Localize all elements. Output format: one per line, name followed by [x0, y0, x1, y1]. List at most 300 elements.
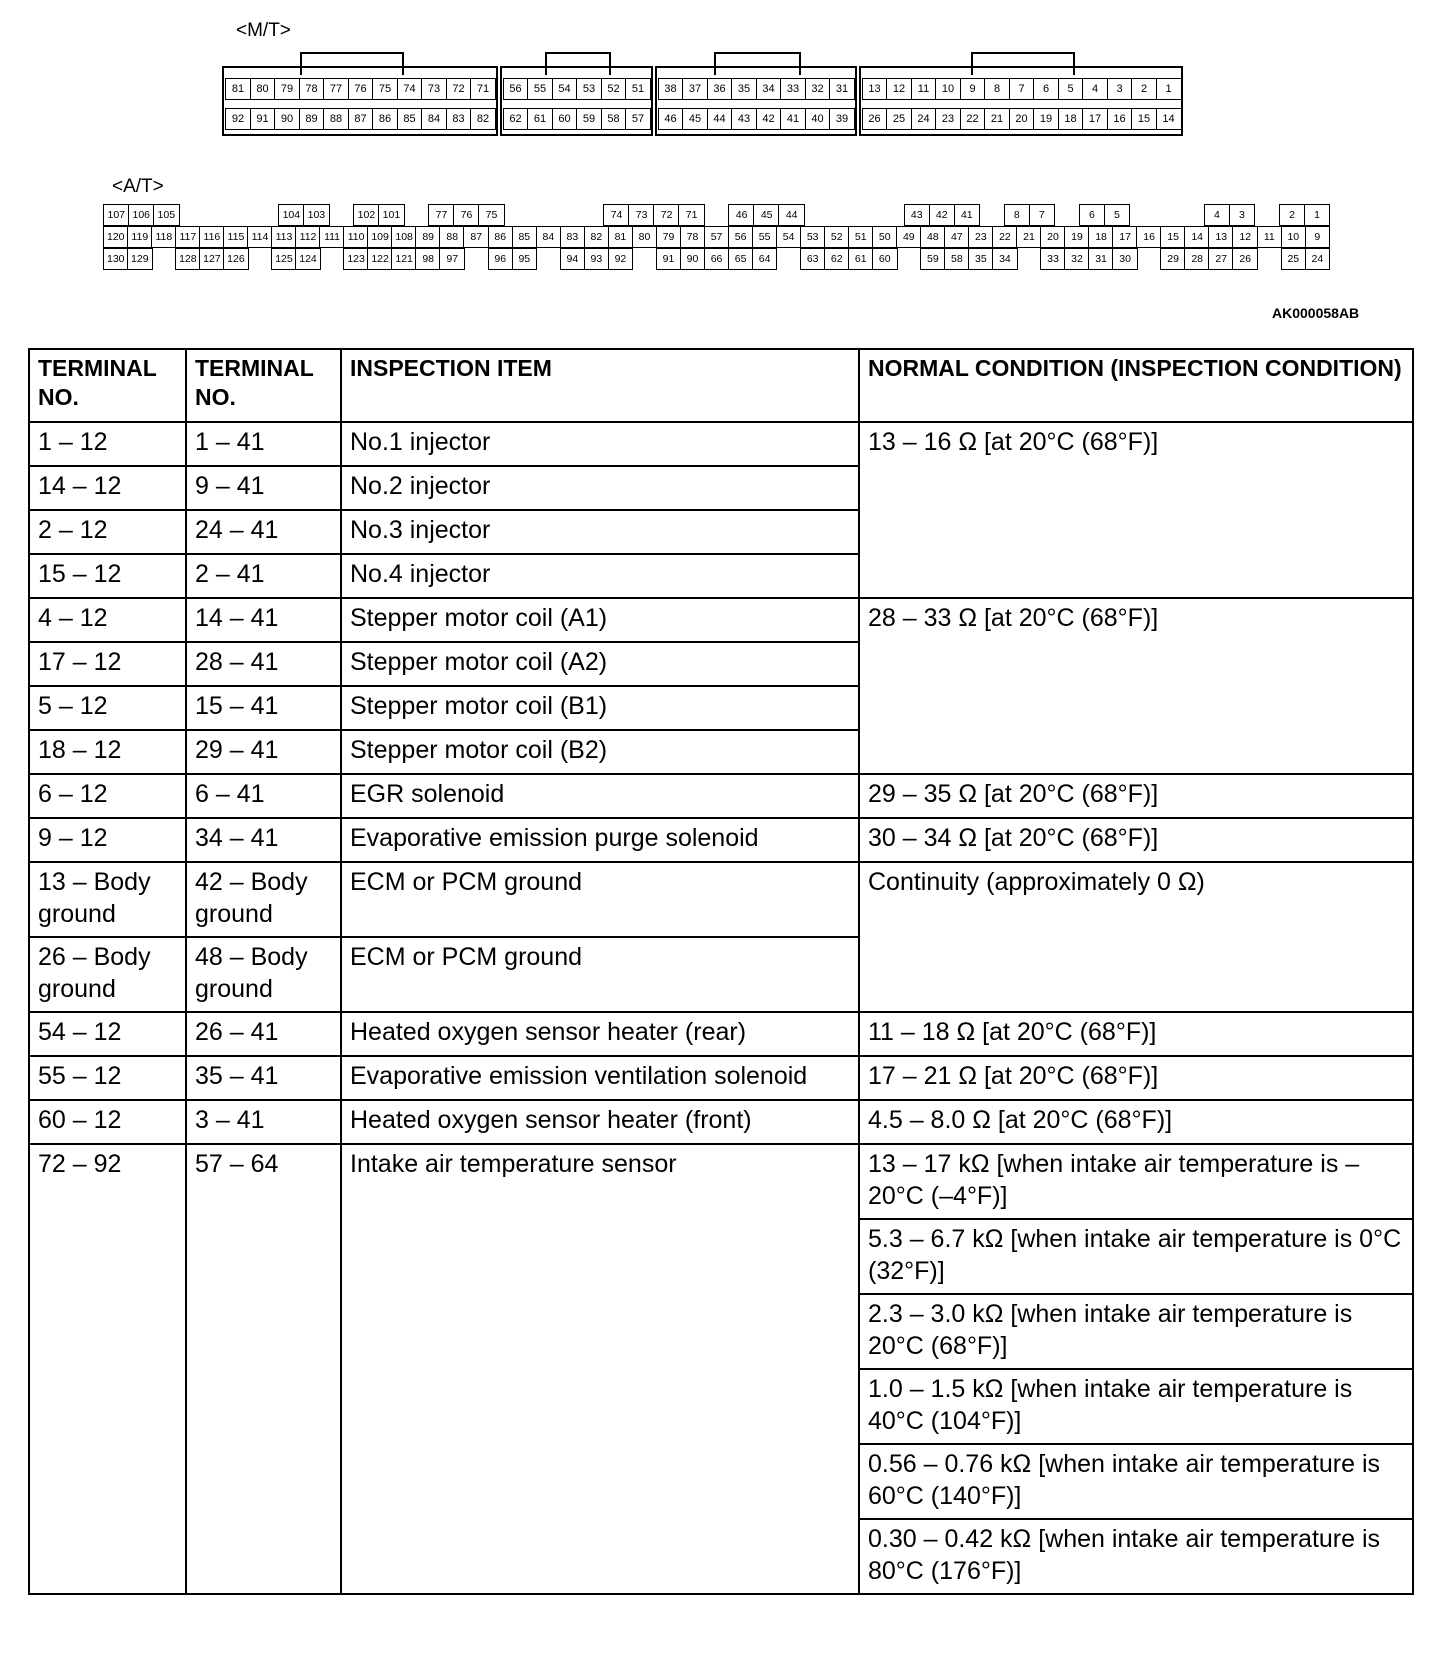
table-row — [29, 598, 1413, 642]
terminal-pin: 107 — [103, 204, 130, 226]
terminal-pin: 77 — [428, 204, 455, 226]
terminal-pin: 90 — [680, 248, 706, 270]
terminal-pin: 20 — [1009, 108, 1035, 130]
empty-slot — [1136, 248, 1162, 270]
terminal-pin: 47 — [944, 226, 970, 248]
terminal-pin: 17 — [1082, 108, 1108, 130]
normal-condition: 11 – 18 Ω [at 20°C (68°F)] — [859, 1012, 1413, 1056]
empty-slot — [1016, 248, 1042, 270]
empty-slot — [853, 204, 880, 226]
terminal-pin: 42 — [756, 108, 782, 130]
empty-slot — [803, 204, 830, 226]
empty-slot — [328, 204, 355, 226]
terminal-pin: 54 — [552, 78, 578, 100]
terminal-pin: 14 — [1184, 226, 1210, 248]
normal-condition: 13 – 16 Ω [at 20°C (68°F)] — [859, 422, 1413, 598]
terminal-pin: 121 — [391, 248, 417, 270]
terminal-mt: 4 – 12 — [29, 598, 186, 642]
mt-connector-block — [225, 52, 495, 138]
terminal-pin: 109 — [367, 226, 393, 248]
terminal-pin: 44 — [707, 108, 733, 130]
terminal-pin: 124 — [295, 248, 321, 270]
inspection-item: Stepper motor coil (A2) — [341, 642, 859, 686]
terminal-pin: 52 — [601, 78, 627, 100]
terminal-at: 3 – 41 — [186, 1100, 341, 1144]
terminal-pin: 104 — [278, 204, 305, 226]
header-terminal-no-1: TERMINAL NO. — [29, 349, 186, 422]
terminal-pin: 57 — [704, 226, 730, 248]
terminal-pin: 55 — [752, 226, 778, 248]
terminal-pin: 83 — [446, 108, 472, 130]
terminal-pin: 118 — [151, 226, 177, 248]
terminal-at: 29 – 41 — [186, 730, 341, 774]
terminal-at: 1 – 41 — [186, 422, 341, 466]
empty-slot — [632, 248, 658, 270]
mt-connector-diagram — [225, 52, 1215, 138]
terminal-pin: 111 — [319, 226, 345, 248]
terminal-pin: 97 — [439, 248, 465, 270]
terminal-pin: 74 — [603, 204, 630, 226]
empty-slot — [1154, 204, 1181, 226]
empty-slot — [878, 204, 905, 226]
terminal-pin: 34 — [756, 78, 782, 100]
empty-slot — [253, 204, 280, 226]
terminal-pin: 96 — [488, 248, 514, 270]
terminal-pin: 32 — [805, 78, 831, 100]
terminal-pin: 39 — [829, 108, 855, 130]
terminal-pin: 93 — [584, 248, 610, 270]
terminal-pin: 54 — [776, 226, 802, 248]
normal-condition: 29 – 35 Ω [at 20°C (68°F)] — [859, 774, 1413, 818]
terminal-pin: 122 — [367, 248, 393, 270]
at-connector-label: <A/T> — [112, 176, 164, 197]
terminal-pin: 10 — [935, 78, 961, 100]
empty-slot — [776, 248, 802, 270]
terminal-at: 42 – Body ground — [186, 862, 341, 937]
terminal-pin: 9 — [1305, 226, 1331, 248]
terminal-pin: 49 — [896, 226, 922, 248]
terminal-pin: 119 — [127, 226, 153, 248]
empty-slot — [553, 204, 580, 226]
terminal-pin: 6 — [1033, 78, 1059, 100]
terminal-pin: 82 — [470, 108, 496, 130]
terminal-pin: 89 — [299, 108, 325, 130]
terminal-mt: 55 – 12 — [29, 1056, 186, 1100]
normal-condition: 4.5 – 8.0 Ω [at 20°C (68°F)] — [859, 1100, 1413, 1144]
mt-connector-block — [503, 52, 650, 138]
terminal-pin: 45 — [682, 108, 708, 130]
terminal-pin: 79 — [274, 78, 300, 100]
terminal-at: 9 – 41 — [186, 466, 341, 510]
terminal-pin: 21 — [984, 108, 1010, 130]
terminal-pin: 64 — [752, 248, 778, 270]
terminal-pin: 79 — [656, 226, 682, 248]
terminal-pin: 43 — [731, 108, 757, 130]
terminal-pin: 110 — [343, 226, 369, 248]
terminal-pin: 72 — [446, 78, 472, 100]
terminal-pin: 86 — [372, 108, 398, 130]
terminal-pin: 57 — [625, 108, 651, 130]
terminal-pin: 83 — [560, 226, 586, 248]
terminal-pin: 4 — [1082, 78, 1108, 100]
terminal-pin: 27 — [1208, 248, 1234, 270]
normal-condition: 17 – 21 Ω [at 20°C (68°F)] — [859, 1056, 1413, 1100]
terminal-pin: 38 — [658, 78, 684, 100]
inspection-item: No.3 injector — [341, 510, 859, 554]
terminal-pin: 75 — [478, 204, 505, 226]
terminal-pin: 89 — [415, 226, 441, 248]
terminal-pin: 13 — [1208, 226, 1234, 248]
terminal-mt: 60 – 12 — [29, 1100, 186, 1144]
empty-slot — [503, 204, 530, 226]
terminal-pin: 85 — [397, 108, 423, 130]
empty-slot — [151, 248, 177, 270]
empty-slot — [528, 204, 555, 226]
terminal-pin: 1 — [1304, 204, 1331, 226]
terminal-pin: 88 — [323, 108, 349, 130]
terminal-pin: 17 — [1112, 226, 1138, 248]
terminal-pin: 105 — [153, 204, 180, 226]
terminal-pin: 26 — [862, 108, 888, 130]
terminal-pin: 87 — [348, 108, 374, 130]
terminal-pin: 25 — [886, 108, 912, 130]
terminal-pin: 78 — [680, 226, 706, 248]
terminal-mt: 14 – 12 — [29, 466, 186, 510]
inspection-item: No.4 injector — [341, 554, 859, 598]
terminal-pin: 7 — [1029, 204, 1056, 226]
terminal-mt: 1 – 12 — [29, 422, 186, 466]
mt-connector-block — [862, 52, 1181, 138]
terminal-pin: 32 — [1064, 248, 1090, 270]
terminal-pin: 86 — [488, 226, 514, 248]
terminal-pin: 82 — [584, 226, 610, 248]
terminal-pin: 23 — [935, 108, 961, 130]
terminal-pin: 2 — [1131, 78, 1157, 100]
inspection-item: Stepper motor coil (B2) — [341, 730, 859, 774]
empty-slot — [463, 248, 489, 270]
terminal-pin: 78 — [299, 78, 325, 100]
normal-condition: 28 – 33 Ω [at 20°C (68°F)] — [859, 598, 1413, 774]
terminal-mt: 18 – 12 — [29, 730, 186, 774]
terminal-pin: 94 — [560, 248, 586, 270]
inspection-item: Intake air temperature sensor — [341, 1144, 859, 1594]
terminal-pin: 62 — [824, 248, 850, 270]
inspection-item: Heated oxygen sensor heater (front) — [341, 1100, 859, 1144]
terminal-pin: 14 — [1156, 108, 1182, 130]
inspection-item: Stepper motor coil (A1) — [341, 598, 859, 642]
terminal-pin: 92 — [225, 108, 251, 130]
terminal-pin: 51 — [625, 78, 651, 100]
inspection-item: EGR solenoid — [341, 774, 859, 818]
terminal-pin: 46 — [728, 204, 755, 226]
terminal-pin: 3 — [1229, 204, 1256, 226]
normal-condition: 30 – 34 Ω [at 20°C (68°F)] — [859, 818, 1413, 862]
terminal-pin: 80 — [632, 226, 658, 248]
normal-condition: 2.3 – 3.0 kΩ [when intake air temperature is 20°C (68°F)] — [859, 1294, 1413, 1369]
inspection-item: Evaporative emission purge solenoid — [341, 818, 859, 862]
terminal-pin: 50 — [872, 226, 898, 248]
terminal-pin: 81 — [225, 78, 251, 100]
terminal-pin: 80 — [250, 78, 276, 100]
terminal-at: 24 – 41 — [186, 510, 341, 554]
terminal-pin: 44 — [778, 204, 805, 226]
terminal-pin: 58 — [601, 108, 627, 130]
terminal-pin: 41 — [780, 108, 806, 130]
terminal-pin: 84 — [536, 226, 562, 248]
terminal-mt: 17 – 12 — [29, 642, 186, 686]
terminal-at: 35 – 41 — [186, 1056, 341, 1100]
empty-slot — [536, 248, 562, 270]
terminal-pin: 40 — [805, 108, 831, 130]
terminal-pin: 73 — [628, 204, 655, 226]
terminal-pin: 9 — [960, 78, 986, 100]
terminal-pin: 106 — [128, 204, 155, 226]
terminal-pin: 116 — [199, 226, 225, 248]
terminal-pin: 31 — [1088, 248, 1114, 270]
empty-slot — [319, 248, 345, 270]
terminal-mt: 2 – 12 — [29, 510, 186, 554]
normal-condition: 0.56 – 0.76 kΩ [when intake air temperature is 60°C (140°F)] — [859, 1444, 1413, 1519]
terminal-pin: 3 — [1107, 78, 1133, 100]
terminal-at: 2 – 41 — [186, 554, 341, 598]
terminal-pin: 91 — [250, 108, 276, 130]
terminal-pin: 53 — [800, 226, 826, 248]
terminal-pin: 59 — [920, 248, 946, 270]
terminal-pin: 51 — [848, 226, 874, 248]
terminal-pin: 65 — [728, 248, 754, 270]
inspection-item: ECM or PCM ground — [341, 862, 859, 937]
normal-condition: 0.30 – 0.42 kΩ [when intake air temperature is 80°C (176°F)] — [859, 1519, 1413, 1594]
terminal-pin: 130 — [103, 248, 129, 270]
empty-slot — [178, 204, 205, 226]
empty-slot — [1054, 204, 1081, 226]
terminal-at: 34 – 41 — [186, 818, 341, 862]
terminal-pin: 13 — [862, 78, 888, 100]
terminal-pin: 48 — [920, 226, 946, 248]
terminal-pin: 16 — [1107, 108, 1133, 130]
terminal-pin: 88 — [439, 226, 465, 248]
terminal-pin: 5 — [1104, 204, 1131, 226]
terminal-pin: 102 — [353, 204, 380, 226]
terminal-pin: 11 — [1257, 226, 1283, 248]
terminal-pin: 98 — [415, 248, 441, 270]
terminal-pin: 15 — [1160, 226, 1186, 248]
terminal-mt: 72 – 92 — [29, 1144, 186, 1594]
terminal-pin: 56 — [503, 78, 529, 100]
terminal-pin: 2 — [1279, 204, 1306, 226]
terminal-pin: 5 — [1058, 78, 1084, 100]
terminal-pin: 43 — [904, 204, 931, 226]
terminal-pin: 35 — [968, 248, 994, 270]
terminal-pin: 33 — [1040, 248, 1066, 270]
at-connector-row — [103, 248, 1329, 270]
terminal-pin: 10 — [1281, 226, 1307, 248]
terminal-pin: 114 — [247, 226, 273, 248]
empty-slot — [1129, 204, 1156, 226]
terminal-pin: 95 — [512, 248, 538, 270]
terminal-pin: 103 — [303, 204, 330, 226]
at-connector-row — [103, 204, 1329, 226]
figure-code: AK000058AB — [1272, 305, 1360, 321]
empty-slot — [1254, 204, 1281, 226]
terminal-pin: 72 — [653, 204, 680, 226]
terminal-pin: 35 — [731, 78, 757, 100]
terminal-at: 14 – 41 — [186, 598, 341, 642]
terminal-pin: 76 — [453, 204, 480, 226]
empty-slot — [578, 204, 605, 226]
terminal-pin: 56 — [728, 226, 754, 248]
terminal-pin: 113 — [271, 226, 297, 248]
terminal-pin: 24 — [1305, 248, 1331, 270]
empty-slot — [979, 204, 1006, 226]
empty-slot — [403, 204, 430, 226]
terminal-pin: 45 — [753, 204, 780, 226]
mt-connector-label: <M/T> — [236, 20, 291, 41]
terminal-pin: 31 — [829, 78, 855, 100]
terminal-at: 6 – 41 — [186, 774, 341, 818]
empty-slot — [1179, 204, 1206, 226]
header-inspection-item: INSPECTION ITEM — [341, 349, 859, 422]
terminal-pin: 24 — [911, 108, 937, 130]
terminal-pin: 120 — [103, 226, 129, 248]
terminal-pin: 62 — [503, 108, 529, 130]
terminal-at: 15 – 41 — [186, 686, 341, 730]
terminal-pin: 25 — [1281, 248, 1307, 270]
terminal-pin: 34 — [992, 248, 1018, 270]
terminal-mt: 15 – 12 — [29, 554, 186, 598]
terminal-pin: 112 — [295, 226, 321, 248]
terminal-pin: 71 — [678, 204, 705, 226]
terminal-pin: 55 — [527, 78, 553, 100]
terminal-pin: 52 — [824, 226, 850, 248]
terminal-pin: 90 — [274, 108, 300, 130]
terminal-pin: 61 — [527, 108, 553, 130]
terminal-pin: 26 — [1232, 248, 1258, 270]
terminal-pin: 6 — [1079, 204, 1106, 226]
terminal-pin: 42 — [929, 204, 956, 226]
terminal-pin: 46 — [658, 108, 684, 130]
normal-condition: 13 – 17 kΩ [when intake air temperature is –20°C (–4°F)] — [859, 1144, 1413, 1219]
table-row — [29, 818, 1413, 862]
terminal-pin: 36 — [707, 78, 733, 100]
terminal-at: 48 – Body ground — [186, 937, 341, 1012]
terminal-pin: 8 — [1004, 204, 1031, 226]
terminal-pin: 18 — [1088, 226, 1114, 248]
terminal-pin: 129 — [127, 248, 153, 270]
terminal-pin: 117 — [175, 226, 201, 248]
terminal-pin: 123 — [343, 248, 369, 270]
terminal-pin: 81 — [608, 226, 634, 248]
empty-slot — [828, 204, 855, 226]
terminal-pin: 101 — [378, 204, 405, 226]
terminal-pin: 28 — [1184, 248, 1210, 270]
normal-condition: 5.3 – 6.7 kΩ [when intake air temperature is 0°C (32°F)] — [859, 1219, 1413, 1294]
normal-condition: Continuity (approximately 0 Ω) — [859, 862, 1413, 1012]
terminal-pin: 92 — [608, 248, 634, 270]
terminal-pin: 33 — [780, 78, 806, 100]
inspection-item: Evaporative emission ventilation solenoid — [341, 1056, 859, 1100]
empty-slot — [1257, 248, 1283, 270]
terminal-mt: 13 – Body ground — [29, 862, 186, 937]
terminal-pin: 19 — [1033, 108, 1059, 130]
terminal-pin: 53 — [576, 78, 602, 100]
terminal-pin: 58 — [944, 248, 970, 270]
terminal-pin: 30 — [1112, 248, 1138, 270]
terminal-pin: 108 — [391, 226, 417, 248]
terminal-pin: 41 — [954, 204, 981, 226]
inspection-item: ECM or PCM ground — [341, 937, 859, 1012]
empty-slot — [247, 248, 273, 270]
terminal-at: 28 – 41 — [186, 642, 341, 686]
terminal-pin: 76 — [348, 78, 374, 100]
mt-connector-block — [658, 52, 854, 138]
terminal-pin: 1 — [1156, 78, 1182, 100]
terminal-pin: 91 — [656, 248, 682, 270]
terminal-pin: 85 — [512, 226, 538, 248]
terminal-pin: 126 — [223, 248, 249, 270]
table-row — [29, 1100, 1413, 1144]
terminal-pin: 63 — [800, 248, 826, 270]
empty-slot — [228, 204, 255, 226]
terminal-pin: 60 — [552, 108, 578, 130]
terminal-pin: 7 — [1009, 78, 1035, 100]
terminal-pin: 15 — [1131, 108, 1157, 130]
table-row — [29, 1144, 1413, 1219]
terminal-pin: 18 — [1058, 108, 1084, 130]
terminal-pin: 59 — [576, 108, 602, 130]
empty-slot — [896, 248, 922, 270]
empty-slot — [703, 204, 730, 226]
table-header-row — [29, 349, 1413, 422]
terminal-pin: 19 — [1064, 226, 1090, 248]
table-row — [29, 1012, 1413, 1056]
terminal-mt: 5 – 12 — [29, 686, 186, 730]
terminal-pin: 127 — [199, 248, 225, 270]
terminal-pin: 22 — [960, 108, 986, 130]
inspection-item: Heated oxygen sensor heater (rear) — [341, 1012, 859, 1056]
at-connector-diagram — [103, 204, 1333, 276]
empty-slot — [203, 204, 230, 226]
terminal-pin: 20 — [1040, 226, 1066, 248]
terminal-pin: 12 — [1232, 226, 1258, 248]
terminal-pin: 12 — [886, 78, 912, 100]
normal-condition: 1.0 – 1.5 kΩ [when intake air temperature is 40°C (104°F)] — [859, 1369, 1413, 1444]
terminal-pin: 8 — [984, 78, 1010, 100]
terminal-pin: 16 — [1136, 226, 1162, 248]
terminal-mt: 54 – 12 — [29, 1012, 186, 1056]
inspection-item: No.1 injector — [341, 422, 859, 466]
header-terminal-no-2: TERMINAL NO. — [186, 349, 341, 422]
table-row — [29, 774, 1413, 818]
terminal-at: 57 – 64 — [186, 1144, 341, 1594]
inspection-item: Stepper motor coil (B1) — [341, 686, 859, 730]
terminal-pin: 125 — [271, 248, 297, 270]
terminal-pin: 23 — [968, 226, 994, 248]
terminal-pin: 77 — [323, 78, 349, 100]
terminal-pin: 84 — [421, 108, 447, 130]
terminal-mt: 26 – Body ground — [29, 937, 186, 1012]
inspection-item: No.2 injector — [341, 466, 859, 510]
header-normal-condition: NORMAL CONDITION (INSPECTION CONDITION) — [859, 349, 1413, 422]
terminal-pin: 61 — [848, 248, 874, 270]
inspection-table — [28, 348, 1414, 1595]
terminal-pin: 11 — [911, 78, 937, 100]
terminal-pin: 29 — [1160, 248, 1186, 270]
table-row — [29, 422, 1413, 466]
terminal-pin: 4 — [1204, 204, 1231, 226]
terminal-pin: 37 — [682, 78, 708, 100]
terminal-pin: 21 — [1016, 226, 1042, 248]
